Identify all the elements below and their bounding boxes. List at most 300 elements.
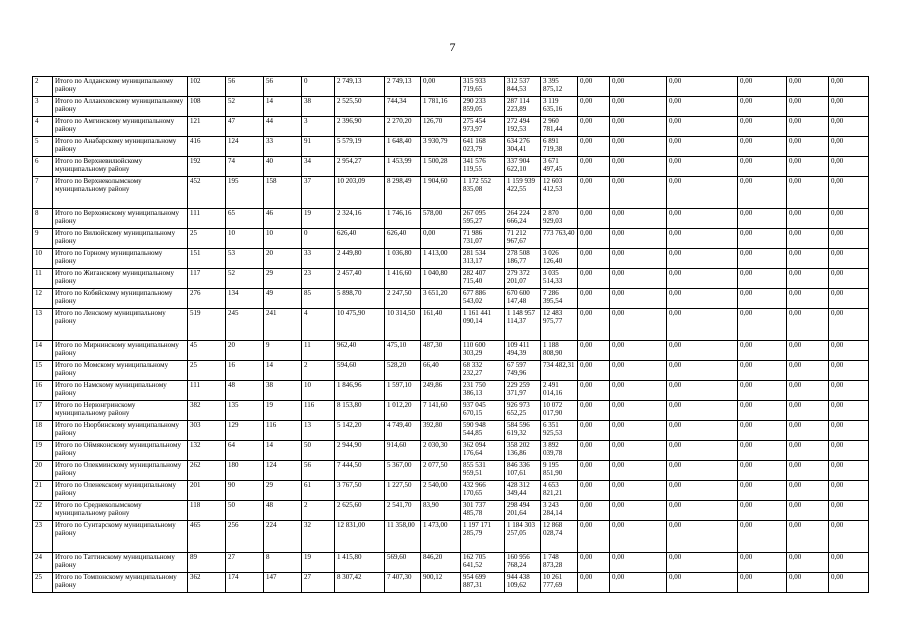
value-cell: 89 xyxy=(188,553,226,573)
value-cell: 174 xyxy=(226,573,264,593)
value-cell: 151 xyxy=(188,249,226,269)
value-cell: 0,00 xyxy=(829,229,869,249)
value-cell: 0,00 xyxy=(610,97,667,117)
value-cell: 12 603 412,53 xyxy=(541,177,578,209)
value-cell: 1 648,40 xyxy=(385,137,421,157)
row-number-cell: 6 xyxy=(33,157,53,177)
value-cell: 0,00 xyxy=(787,421,829,441)
value-cell: 0,00 xyxy=(578,309,610,341)
value-cell: 1 748 873,28 xyxy=(541,553,578,573)
value-cell: 29 xyxy=(264,481,302,501)
value-cell: 3 035 514,33 xyxy=(541,269,578,289)
value-cell: 0,00 xyxy=(738,501,787,521)
value-cell: 0,00 xyxy=(829,117,869,137)
row-number-cell: 11 xyxy=(33,269,53,289)
value-cell: 2 449,80 xyxy=(335,249,385,269)
value-cell: 0,00 xyxy=(738,117,787,137)
value-cell: 13 xyxy=(302,421,335,441)
value-cell: 6 891 719,38 xyxy=(541,137,578,157)
row-number-cell: 17 xyxy=(33,401,53,421)
value-cell: 937 045 670,15 xyxy=(461,401,505,421)
value-cell: 33 xyxy=(264,137,302,157)
value-cell: 2 960 781,44 xyxy=(541,117,578,137)
table-row xyxy=(33,289,869,309)
value-cell: 0,00 xyxy=(578,573,610,593)
value-cell: 0,00 xyxy=(578,461,610,481)
table-row xyxy=(33,521,869,553)
value-cell: 452 xyxy=(188,177,226,209)
value-cell: 2 749,13 xyxy=(385,77,421,97)
value-cell: 0,00 xyxy=(667,309,738,341)
value-cell: 0,00 xyxy=(829,249,869,269)
value-cell: 1 161 441 090,14 xyxy=(461,309,505,341)
value-cell: 0,00 xyxy=(578,77,610,97)
value-cell: 27 xyxy=(226,553,264,573)
value-cell: 0,00 xyxy=(578,441,610,461)
value-cell: 0,00 xyxy=(610,209,667,229)
value-cell: 0,00 xyxy=(578,553,610,573)
value-cell: 38 xyxy=(302,97,335,117)
value-cell: 0,00 xyxy=(667,137,738,157)
value-cell: 7 286 395,54 xyxy=(541,289,578,309)
value-cell: 0,00 xyxy=(578,177,610,209)
value-cell: 34 xyxy=(302,157,335,177)
value-cell: 962,40 xyxy=(335,341,385,361)
value-cell: 2 540,00 xyxy=(421,481,461,501)
value-cell: 48 xyxy=(264,501,302,521)
value-cell: 315 933 719,65 xyxy=(461,77,505,97)
value-cell: 0,00 xyxy=(829,401,869,421)
value-cell: 0,00 xyxy=(787,289,829,309)
table-row xyxy=(33,229,869,249)
value-cell: 0,00 xyxy=(787,361,829,381)
value-cell: 20 xyxy=(226,341,264,361)
value-cell: 1 846,96 xyxy=(335,381,385,401)
value-cell: 52 xyxy=(226,97,264,117)
value-cell: 362 xyxy=(188,573,226,593)
value-cell: 9 195 851,90 xyxy=(541,461,578,481)
row-number-cell: 24 xyxy=(33,553,53,573)
row-number-cell: 10 xyxy=(33,249,53,269)
value-cell: 0,00 xyxy=(578,117,610,137)
value-cell: 528,20 xyxy=(385,361,421,381)
value-cell: 91 xyxy=(302,137,335,157)
value-cell: 68 332 232,27 xyxy=(461,361,505,381)
value-cell: 108 xyxy=(188,97,226,117)
value-cell: 432 966 170,65 xyxy=(461,481,505,501)
value-cell: 0,00 xyxy=(829,269,869,289)
value-cell: 0,00 xyxy=(738,209,787,229)
value-cell: 0,00 xyxy=(610,157,667,177)
value-cell: 0,00 xyxy=(610,77,667,97)
value-cell: 0,00 xyxy=(667,77,738,97)
value-cell: 40 xyxy=(264,157,302,177)
value-cell: 0,00 xyxy=(738,269,787,289)
value-cell: 0,00 xyxy=(578,501,610,521)
value-cell: 0,00 xyxy=(829,553,869,573)
value-cell: 1 227,50 xyxy=(385,481,421,501)
table-row xyxy=(33,481,869,501)
value-cell: 846 336 107,61 xyxy=(505,461,541,481)
value-cell: 734 482,31 xyxy=(541,361,578,381)
row-number-cell: 14 xyxy=(33,341,53,361)
value-cell: 53 xyxy=(226,249,264,269)
value-cell: 195 xyxy=(226,177,264,209)
value-cell: 0,00 xyxy=(610,361,667,381)
value-cell: 126,70 xyxy=(421,117,461,137)
value-cell: 590 948 544,85 xyxy=(461,421,505,441)
value-cell: 578,00 xyxy=(421,209,461,229)
table-row xyxy=(33,553,869,573)
value-cell: 1 040,80 xyxy=(421,269,461,289)
value-cell: 2 457,40 xyxy=(335,269,385,289)
value-cell: 276 xyxy=(188,289,226,309)
value-cell: 267 095 595,27 xyxy=(461,209,505,229)
district-name-cell: Итого по Оймяконскому муниципальному району xyxy=(53,441,188,461)
value-cell: 0,00 xyxy=(738,249,787,269)
value-cell: 670 600 147,48 xyxy=(505,289,541,309)
value-cell: 124 xyxy=(226,137,264,157)
value-cell: 303 xyxy=(188,421,226,441)
row-number-cell: 4 xyxy=(33,117,53,137)
value-cell: 129 xyxy=(226,421,264,441)
value-cell: 224 xyxy=(264,521,302,553)
row-number-cell: 5 xyxy=(33,137,53,157)
value-cell: 0,00 xyxy=(787,381,829,401)
value-cell: 312 537 844,53 xyxy=(505,77,541,97)
value-cell: 0,00 xyxy=(787,137,829,157)
district-name-cell: Итого по Кобяйскому муниципальному району xyxy=(53,289,188,309)
value-cell: 0,00 xyxy=(578,249,610,269)
value-cell: 0,00 xyxy=(738,401,787,421)
value-cell: 0,00 xyxy=(578,361,610,381)
row-number-cell: 16 xyxy=(33,381,53,401)
value-cell: 67 597 749,96 xyxy=(505,361,541,381)
value-cell: 0,00 xyxy=(667,289,738,309)
value-cell: 0,00 xyxy=(787,309,829,341)
value-cell: 7 407,30 xyxy=(385,573,421,593)
value-cell: 0,00 xyxy=(610,309,667,341)
value-cell: 102 xyxy=(188,77,226,97)
value-cell: 0,00 xyxy=(829,157,869,177)
value-cell: 160 956 768,24 xyxy=(505,553,541,573)
value-cell: 2 270,20 xyxy=(385,117,421,137)
value-cell: 46 xyxy=(264,209,302,229)
value-cell: 161,40 xyxy=(421,309,461,341)
value-cell: 0,00 xyxy=(667,229,738,249)
value-cell: 1 781,16 xyxy=(421,97,461,117)
value-cell: 634 276 304,41 xyxy=(505,137,541,157)
value-cell: 0 xyxy=(302,229,335,249)
value-cell: 14 xyxy=(264,441,302,461)
value-cell: 0,00 xyxy=(829,209,869,229)
district-name-cell: Итого по Анабарскому муниципальному району xyxy=(53,137,188,157)
table-row xyxy=(33,157,869,177)
value-cell: 0,00 xyxy=(578,229,610,249)
table-row xyxy=(33,177,869,209)
value-cell: 1 413,00 xyxy=(421,249,461,269)
district-name-cell: Итого по Нюрбинскому муниципальному району xyxy=(53,421,188,441)
value-cell: 846,20 xyxy=(421,553,461,573)
value-cell: 0,00 xyxy=(738,553,787,573)
value-cell: 773 763,40 xyxy=(541,229,578,249)
value-cell: 2 077,50 xyxy=(421,461,461,481)
value-cell: 192 xyxy=(188,157,226,177)
value-cell: 109 411 494,39 xyxy=(505,341,541,361)
value-cell: 2 491 014,16 xyxy=(541,381,578,401)
value-cell: 66,40 xyxy=(421,361,461,381)
district-name-cell: Итого по Среднеколымскому муниципальному району xyxy=(53,501,188,521)
value-cell: 52 xyxy=(226,269,264,289)
value-cell: 0,00 xyxy=(738,177,787,209)
row-number-cell: 18 xyxy=(33,421,53,441)
value-cell: 121 xyxy=(188,117,226,137)
value-cell: 10 xyxy=(226,229,264,249)
value-cell: 118 xyxy=(188,501,226,521)
value-cell: 1 188 808,90 xyxy=(541,341,578,361)
value-cell: 7 141,60 xyxy=(421,401,461,421)
value-cell: 0,00 xyxy=(829,289,869,309)
value-cell: 201 xyxy=(188,481,226,501)
value-cell: 231 750 386,13 xyxy=(461,381,505,401)
value-cell: 641 168 023,79 xyxy=(461,137,505,157)
value-cell: 0,00 xyxy=(610,501,667,521)
value-cell: 0,00 xyxy=(610,249,667,269)
value-cell: 0,00 xyxy=(787,521,829,553)
value-cell: 3 767,50 xyxy=(335,481,385,501)
value-cell: 0,00 xyxy=(667,117,738,137)
value-cell: 0,00 xyxy=(610,177,667,209)
value-cell: 584 596 619,32 xyxy=(505,421,541,441)
value-cell: 117 xyxy=(188,269,226,289)
value-cell: 48 xyxy=(226,381,264,401)
value-cell: 33 xyxy=(302,249,335,269)
value-cell: 5 367,00 xyxy=(385,461,421,481)
value-cell: 677 886 543,02 xyxy=(461,289,505,309)
value-cell: 0,00 xyxy=(738,137,787,157)
district-name-cell: Итого по Верхневилюйскому муниципальному району xyxy=(53,157,188,177)
value-cell: 0,00 xyxy=(610,117,667,137)
value-cell: 281 534 313,17 xyxy=(461,249,505,269)
value-cell: 2 749,13 xyxy=(335,77,385,97)
district-name-cell: Итого по Аллаиховскому муниципальному району xyxy=(53,97,188,117)
value-cell: 626,40 xyxy=(385,229,421,249)
district-name-cell: Итого по Алданскому муниципальному району xyxy=(53,77,188,97)
table-row xyxy=(33,341,869,361)
value-cell: 1 197 171 285,79 xyxy=(461,521,505,553)
value-cell: 0,00 xyxy=(667,97,738,117)
value-cell: 50 xyxy=(226,501,264,521)
value-cell: 275 454 973,97 xyxy=(461,117,505,137)
district-name-cell: Итого по Амгинскому муниципальному району xyxy=(53,117,188,137)
value-cell: 83,90 xyxy=(421,501,461,521)
value-cell: 944 438 109,62 xyxy=(505,573,541,593)
value-cell: 954 699 887,31 xyxy=(461,573,505,593)
value-cell: 20 xyxy=(264,249,302,269)
value-cell: 1 148 957 114,37 xyxy=(505,309,541,341)
value-cell: 0,00 xyxy=(667,573,738,593)
value-cell: 74 xyxy=(226,157,264,177)
value-cell: 282 407 715,40 xyxy=(461,269,505,289)
row-number-cell: 21 xyxy=(33,481,53,501)
row-number-cell: 9 xyxy=(33,229,53,249)
value-cell: 10 072 017,90 xyxy=(541,401,578,421)
value-cell: 0,00 xyxy=(578,137,610,157)
value-cell: 0,00 xyxy=(578,97,610,117)
value-cell: 245 xyxy=(226,309,264,341)
value-cell: 416 xyxy=(188,137,226,157)
value-cell: 337 904 622,10 xyxy=(505,157,541,177)
value-cell: 1 036,80 xyxy=(385,249,421,269)
value-cell: 279 372 201,07 xyxy=(505,269,541,289)
value-cell: 0,00 xyxy=(610,381,667,401)
value-cell: 0,00 xyxy=(610,441,667,461)
row-number-cell: 12 xyxy=(33,289,53,309)
value-cell: 2 030,30 xyxy=(421,441,461,461)
value-cell: 3 243 284,14 xyxy=(541,501,578,521)
value-cell: 3 671 497,45 xyxy=(541,157,578,177)
value-cell: 65 xyxy=(226,209,264,229)
value-cell: 44 xyxy=(264,117,302,137)
row-number-cell: 19 xyxy=(33,441,53,461)
value-cell: 0,00 xyxy=(787,157,829,177)
value-cell: 1 453,99 xyxy=(385,157,421,177)
value-cell: 341 576 119,55 xyxy=(461,157,505,177)
value-cell: 37 xyxy=(302,177,335,209)
value-cell: 392,80 xyxy=(421,421,461,441)
value-cell: 262 xyxy=(188,461,226,481)
value-cell: 180 xyxy=(226,461,264,481)
district-name-cell: Итого по Нерюнгринскому муниципальному району xyxy=(53,401,188,421)
value-cell: 0,00 xyxy=(787,77,829,97)
value-cell: 0,00 xyxy=(667,249,738,269)
value-cell: 0,00 xyxy=(667,421,738,441)
value-cell: 256 xyxy=(226,521,264,553)
value-cell: 0,00 xyxy=(578,401,610,421)
value-cell: 3 651,20 xyxy=(421,289,461,309)
value-cell: 3 395 875,12 xyxy=(541,77,578,97)
value-cell: 0,00 xyxy=(610,269,667,289)
district-name-cell: Итого по Ленскому муниципальному району xyxy=(53,309,188,341)
data-table xyxy=(32,76,869,593)
value-cell: 0,00 xyxy=(787,481,829,501)
value-cell: 6 351 925,53 xyxy=(541,421,578,441)
value-cell: 382 xyxy=(188,401,226,421)
value-cell: 5 579,19 xyxy=(335,137,385,157)
value-cell: 0,00 xyxy=(421,229,461,249)
value-cell: 0,00 xyxy=(829,361,869,381)
value-cell: 1 473,00 xyxy=(421,521,461,553)
district-name-cell: Итого по Верхоянскому муниципальному району xyxy=(53,209,188,229)
value-cell: 900,12 xyxy=(421,573,461,593)
value-cell: 2 247,50 xyxy=(385,289,421,309)
value-cell: 272 494 192,53 xyxy=(505,117,541,137)
value-cell: 10 261 777,69 xyxy=(541,573,578,593)
value-cell: 0,00 xyxy=(610,137,667,157)
value-cell: 855 531 959,51 xyxy=(461,461,505,481)
value-cell: 2 xyxy=(302,361,335,381)
value-cell: 0,00 xyxy=(738,441,787,461)
value-cell: 2 541,70 xyxy=(385,501,421,521)
value-cell: 110 600 303,29 xyxy=(461,341,505,361)
value-cell: 25 xyxy=(188,361,226,381)
value-cell: 3 026 126,40 xyxy=(541,249,578,269)
value-cell: 4 749,40 xyxy=(385,421,421,441)
value-cell: 1 012,20 xyxy=(385,401,421,421)
table-row xyxy=(33,269,869,289)
table-row xyxy=(33,461,869,481)
value-cell: 0,00 xyxy=(667,461,738,481)
value-cell: 0 xyxy=(302,77,335,97)
value-cell: 27 xyxy=(302,573,335,593)
value-cell: 132 xyxy=(188,441,226,461)
value-cell: 0,00 xyxy=(667,401,738,421)
table-row xyxy=(33,209,869,229)
value-cell: 0,00 xyxy=(829,573,869,593)
value-cell: 0,00 xyxy=(738,481,787,501)
value-cell: 0,00 xyxy=(667,361,738,381)
district-name-cell: Итого по Момскому муниципальному району xyxy=(53,361,188,381)
value-cell: 0,00 xyxy=(610,481,667,501)
value-cell: 0,00 xyxy=(667,341,738,361)
district-name-cell: Итого по Вилюйскому муниципальному району xyxy=(53,229,188,249)
value-cell: 362 094 176,64 xyxy=(461,441,505,461)
value-cell: 50 xyxy=(302,441,335,461)
value-cell: 229 259 371,97 xyxy=(505,381,541,401)
value-cell: 19 xyxy=(264,401,302,421)
value-cell: 1 159 939 422,55 xyxy=(505,177,541,209)
value-cell: 10 203,09 xyxy=(335,177,385,209)
value-cell: 158 xyxy=(264,177,302,209)
value-cell: 0,00 xyxy=(578,521,610,553)
value-cell: 116 xyxy=(264,421,302,441)
value-cell: 8 307,42 xyxy=(335,573,385,593)
value-cell: 3 119 635,16 xyxy=(541,97,578,117)
value-cell: 249,86 xyxy=(421,381,461,401)
value-cell: 45 xyxy=(188,341,226,361)
value-cell: 3 892 039,78 xyxy=(541,441,578,461)
table-row xyxy=(33,401,869,421)
value-cell: 0,00 xyxy=(578,209,610,229)
value-cell: 4 xyxy=(302,309,335,341)
value-cell: 0,00 xyxy=(578,481,610,501)
value-cell: 7 444,50 xyxy=(335,461,385,481)
value-cell: 0,00 xyxy=(738,521,787,553)
value-cell: 0,00 xyxy=(829,177,869,209)
value-cell: 0,00 xyxy=(829,381,869,401)
value-cell: 12 831,00 xyxy=(335,521,385,553)
value-cell: 0,00 xyxy=(667,441,738,461)
value-cell: 0,00 xyxy=(787,249,829,269)
value-cell: 25 xyxy=(188,229,226,249)
value-cell: 147 xyxy=(264,573,302,593)
row-number-cell: 15 xyxy=(33,361,53,381)
value-cell: 0,00 xyxy=(610,229,667,249)
value-cell: 2 870 929,03 xyxy=(541,209,578,229)
value-cell: 290 233 859,05 xyxy=(461,97,505,117)
value-cell: 0,00 xyxy=(738,573,787,593)
value-cell: 0,00 xyxy=(787,341,829,361)
value-cell: 0,00 xyxy=(787,553,829,573)
value-cell: 11 358,00 xyxy=(385,521,421,553)
value-cell: 32 xyxy=(302,521,335,553)
value-cell: 0,00 xyxy=(610,573,667,593)
value-cell: 1 172 552 835,08 xyxy=(461,177,505,209)
value-cell: 926 973 652,25 xyxy=(505,401,541,421)
value-cell: 111 xyxy=(188,381,226,401)
value-cell: 0,00 xyxy=(787,97,829,117)
value-cell: 0,00 xyxy=(667,209,738,229)
